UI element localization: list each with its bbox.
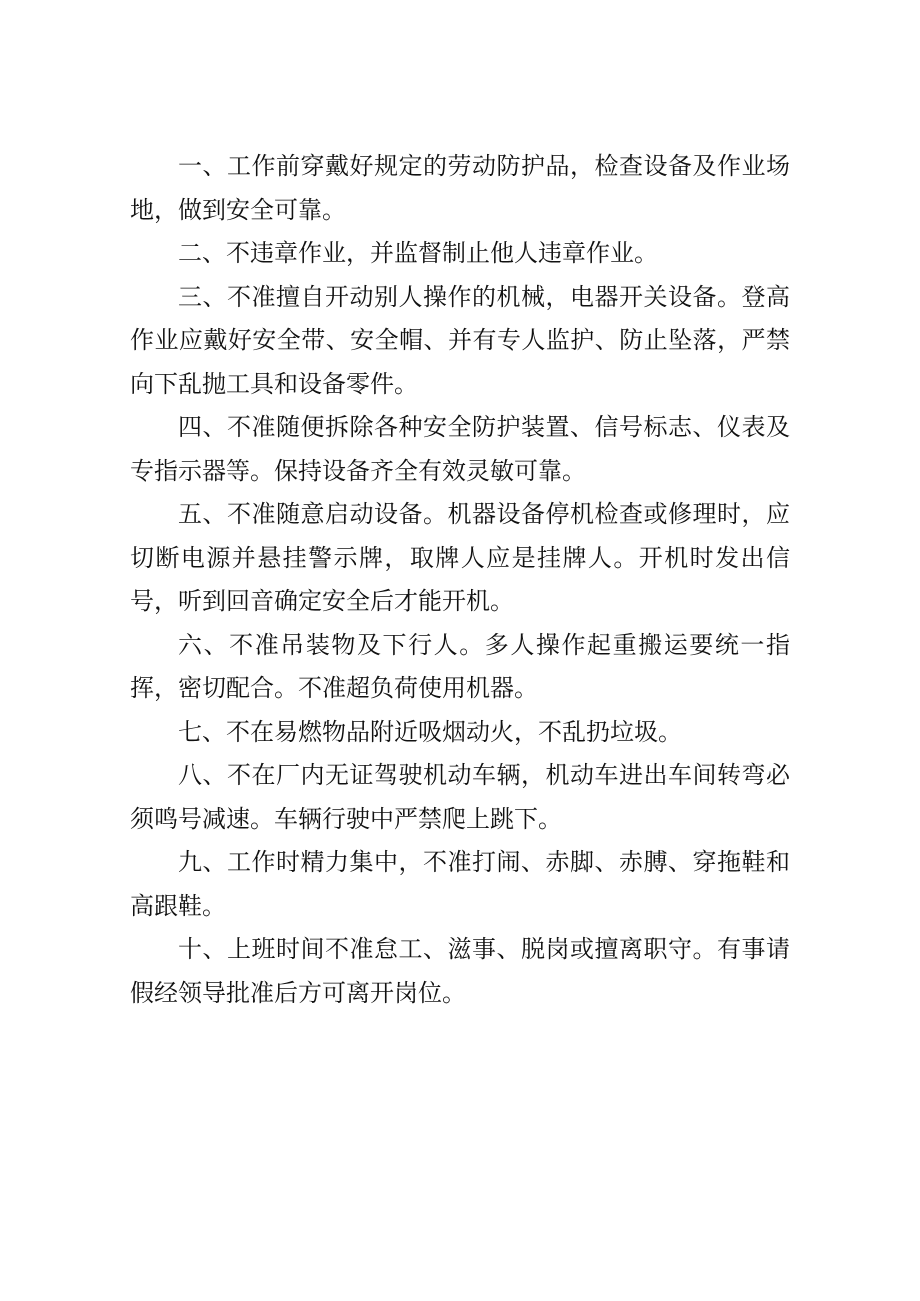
rule-2: 二、不违章作业，并监督制止他人违章作业。 (178, 239, 658, 267)
rule-8: 八、不在厂内无证驾驶机动车辆，机动车进出车间转弯必须鸣号减速。车辆行驶中严禁爬上跳下。 (130, 761, 790, 833)
rule-4: 四、不准随便拆除各种安全防护装置、信号标志、仪表及专指示器等。保持设备齐全有效灵敏可靠。 (130, 413, 790, 485)
document-body (130, 145, 790, 1015)
rule-10: 十、上班时间不准怠工、滋事、脱岗或擅离职守。有事请假经领导批准后方可离开岗位。 (130, 935, 790, 1007)
rule-1: 一、工作前穿戴好规定的劳动防护品，检查设备及作业场地，做到安全可靠。 (130, 152, 790, 224)
rule-3: 三、不准擅自开动别人操作的机械，电器开关设备。登高作业应戴好安全带、安全帽、并有专人监护、防止坠落，严禁向下乱抛工具和设备零件。 (130, 282, 790, 398)
rule-9: 九、工作时精力集中，不准打闹、赤脚、赤膊、穿拖鞋和高跟鞋。 (130, 848, 790, 920)
rule-6: 六、不准吊装物及下行人。多人操作起重搬运要统一指挥，密切配合。不准超负荷使用机器。 (130, 630, 790, 702)
rule-7: 七、不在易燃物品附近吸烟动火，不乱扔垃圾。 (178, 717, 682, 746)
rule-5: 五、不准随意启动设备。机器设备停机检查或修理时，应切断电源并悬挂警示牌，取牌人应是挂牌人。开机时发出信号，听到回音确定安全后才能开机。 (130, 500, 790, 615)
